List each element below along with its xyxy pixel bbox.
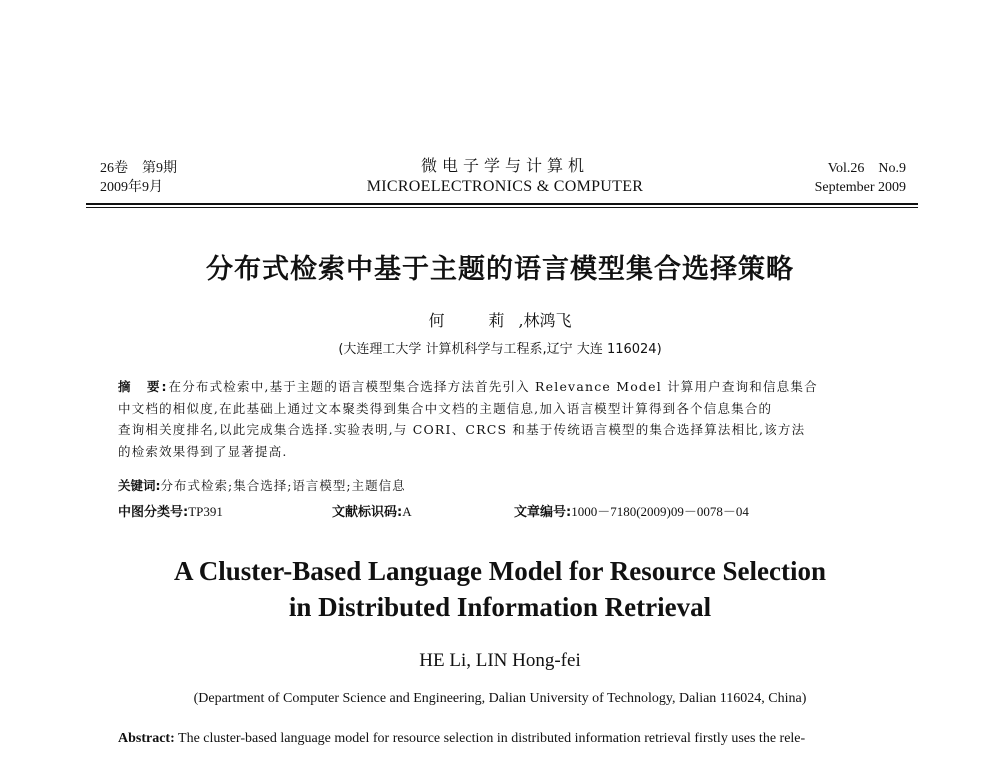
affiliation-en: (Department of Computer Science and Engineering, Dalian University of Technology, Dalian 116024, China) (193, 691, 807, 706)
title-en-line1: A Cluster-Based Language Model for Resource Selection (174, 556, 826, 586)
month-year-text: September 2009 (814, 180, 906, 195)
abstract-cn (118, 376, 888, 462)
keywords-cn-text: 分布式检索;集合选择;语言模型;主题信息 (160, 478, 406, 493)
header-rule-thin (86, 207, 918, 208)
doc-code-value: A (402, 504, 412, 519)
article-number-value: 1000－7180(2009)09－0078－04 (571, 504, 749, 519)
article-number (514, 502, 749, 523)
volume-no-text: Vol.26 No.9 (827, 161, 906, 176)
journal-volume-issue (100, 159, 177, 197)
doc-code-label: 文献标识码: (332, 505, 403, 520)
abstract-en-label: Abstract: (118, 731, 175, 746)
author-he-li: 何 莉 (428, 311, 519, 330)
paper-title-en (0, 553, 1000, 625)
article-number-label: 文章编号: (514, 505, 572, 520)
clc-value: TP391 (188, 504, 223, 519)
author-separator: , (518, 311, 524, 330)
clc-number (118, 502, 223, 523)
journal-name (300, 155, 710, 197)
abstract-cn-label: 摘 要: (118, 379, 169, 394)
title-en-line2: in Distributed Information Retrieval (288, 592, 712, 622)
abstract-cn-line: 摘 要:在分布式检索中,基于主题的语言模型集合选择方法首先引入 Relevance Model 计算用户查询和信息集合 (118, 379, 818, 394)
clc-label: 中图分类号: (118, 505, 189, 520)
journal-volume-en (815, 159, 906, 197)
abstract-en (118, 728, 898, 750)
authors-en: HE Li, LIN Hong-fei (419, 650, 581, 671)
authors-cn (0, 308, 1000, 331)
abstract-cn-line: 查询相关度排名,以此完成集合选择.实验表明,与 CORI、CRCS 和基于传统语言模型的集合选择算法相比,该方法 (118, 422, 806, 437)
document-code (332, 502, 412, 523)
abstract-en-line1: The cluster-based language model for resource selection in distributed information retrieval firstly uses the rele- (178, 731, 806, 746)
issue-date-text: 2009年9月 (100, 180, 163, 195)
abstract-cn-line: 的检索效果得到了显著提高. (118, 443, 288, 459)
volume-issue-text: 26卷 第9期 (100, 161, 177, 176)
keywords-cn-label: 关键词: (118, 478, 161, 493)
paper-title-cn: 分布式检索中基于主题的语言模型集合选择策略 (206, 254, 794, 285)
abstract-cn-line: 中文档的相似度,在此基础上通过文本聚类得到集合中文档的主题信息,加入语言模型计算得到各个信息集合的 (118, 400, 773, 416)
header-rule-thick (86, 203, 918, 205)
affiliation-cn: (大连理工大学 计算机科学与工程系,辽宁 大连 116024) (338, 342, 662, 357)
journal-name-en: MICROELECTRONICS & COMPUTER (366, 178, 644, 195)
keywords-cn (118, 476, 888, 496)
journal-name-cn: 微电子学与计算机 (420, 156, 589, 175)
author-lin-hongfei: 林鸿飞 (523, 311, 572, 330)
